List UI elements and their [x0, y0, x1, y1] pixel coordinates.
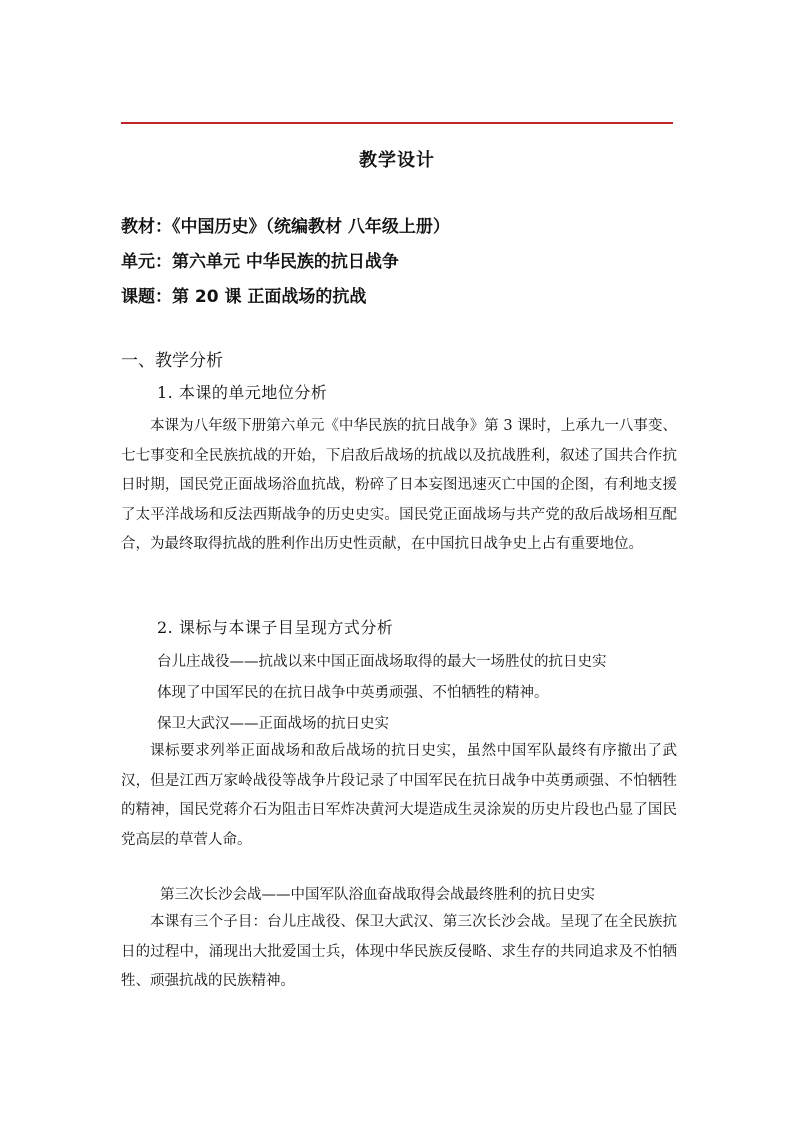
lesson-line: 课题：第 20 课 正面战场的抗战: [121, 287, 367, 307]
changsha-line: 第三次长沙会战——中国军队浴血奋战取得会战最终胜利的抗日史实: [160, 887, 595, 903]
unit-line: 单元：第六单元 中华民族的抗日战争: [121, 252, 399, 272]
textbook-line: 教材：《中国历史》（统编教材 八年级上册）: [121, 217, 450, 237]
section-heading: 一、教学分析: [121, 351, 223, 371]
curriculum-paragraph: 课标要求列举正面战场和敌后战场的抗日史实，虽然中国军队最终有序撤出了武汉，但是江西万家岭战役等战争片段记录了中国军民在抗日战争中英勇顽强、不怕牺牲的精神，国民党蒋介石为阻击日军炸决黄河大堤造成生灵涂炭的历史片段也凸显了国民党高层的草菅人命。: [121, 743, 677, 848]
subsection-heading-2: 2. 课标与本课子目呈现方式分析: [157, 618, 394, 637]
spirit-line: 体现了中国军民的在抗日战争中英勇顽强、不怕牺牲的精神。: [157, 685, 549, 701]
unit-position-paragraph: 本课为八年级下册第六单元《中华民族的抗日战争》第 3 课时，上承九一八事变、七七事变和全民族抗战的开始，下启敌后战场的抗战以及抗战胜利，叙述了国共合作抗日时期，国民党正面战场浴血抗战，粉碎了日本妄图迅速灭亡中国的企图，有利地支援了太平洋战场和反法西斯战争的历史史实。国民党正面战场与共产党的敌后战场相互配合，为最终取得抗战的胜利作出历史性贡献，在中国抗日战争史上占有重要地位。: [121, 418, 677, 552]
wuhan-line: 保卫大武汉——正面战场的抗日史实: [157, 716, 389, 732]
subtopics-paragraph: 本课有三个子目：台儿庄战役、保卫大武汉、第三次长沙会战。呈现了在全民族抗日的过程中，涌现出大批爱国士兵，体现中华民族反侵略、求生存的共同追求及不怕牺牲、顽强抗战的民族精神。: [121, 914, 677, 989]
taierzhuang-line: 台儿庄战役——抗战以来中国正面战场取得的最大一场胜仗的抗日史实: [157, 654, 607, 670]
header-rule: [121, 122, 673, 124]
subsection-heading-1: 1. 本课的单元地位分析: [157, 383, 328, 402]
page-title: 教学设计: [359, 150, 435, 171]
